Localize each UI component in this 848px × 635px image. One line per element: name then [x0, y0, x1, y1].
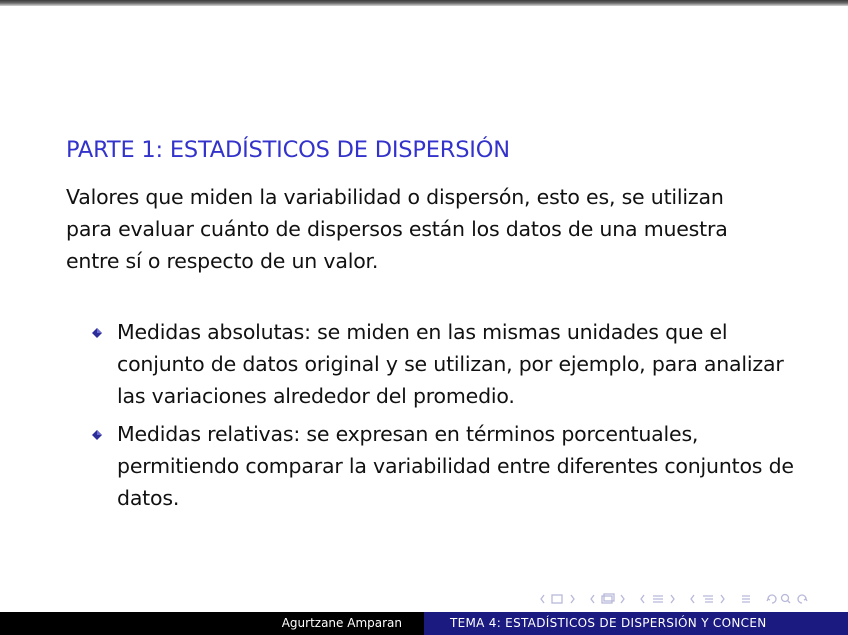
slide-nav-icon[interactable] [540, 593, 576, 605]
bullet-item-absolute [66, 316, 806, 412]
intro-paragraph: Valores que miden la variabilidad o dispersón, esto es, se utilizan para evaluar cuánto de dispersos están los datos de una muestra entre sí o respecto de un valor. [66, 185, 728, 273]
bullet-text: Medidas relativas: se expresan en términos porcentuales, permitiendo comparar la variabilidad entre diferentes conjuntos de datos. [117, 422, 794, 510]
footer-talk-title: TEMA 4: ESTADÍSTICOS DE DISPERSIÓN Y CONCEN [424, 612, 848, 635]
section-nav-icon[interactable] [690, 593, 726, 605]
bullet-ball-icon [91, 327, 103, 339]
search-zoom-icon[interactable] [766, 593, 808, 605]
frame-nav-icon[interactable] [590, 593, 626, 605]
bullet-text: Medidas absolutas: se miden en las mismas unidades que el conjunto de datos original y se utilizan, por ejemplo, para analizar las variaciones alrededor del promedio. [117, 320, 784, 408]
bullet-ball-icon [91, 429, 103, 441]
toc-icon[interactable] [740, 593, 752, 605]
footer-bar [0, 612, 848, 635]
top-rule [0, 0, 848, 6]
bullet-item-relative [66, 418, 806, 514]
beamer-navigation [540, 591, 808, 607]
frame-title: PARTE 1: ESTADÍSTICOS DE DISPERSIÓN [66, 137, 510, 163]
bullet-list [66, 316, 806, 520]
subsection-nav-icon[interactable] [640, 593, 676, 605]
footer-author: Agurtzane Amparan [0, 612, 424, 635]
